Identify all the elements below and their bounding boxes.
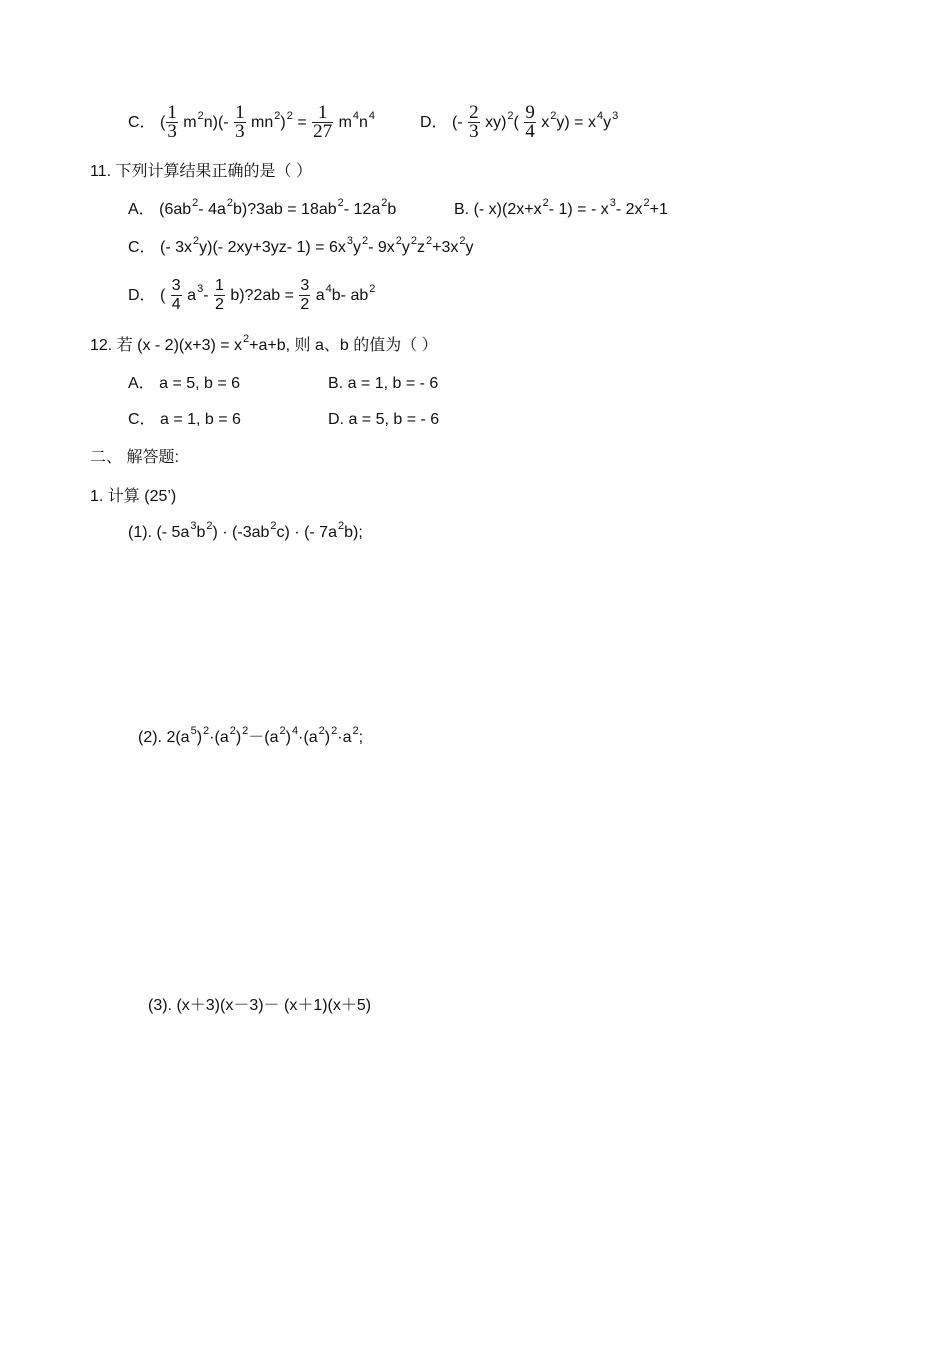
section-title: 二、 解答题:	[90, 449, 179, 466]
fraction: $\frac{9}{4}$	[525, 102, 535, 143]
calc-problem-2: (2). $2(a^5)^2\cdot(a^2)^2-(a^2)^4\cdot(a^2)^2\cdot a^2$;	[138, 725, 364, 746]
option-label: D．	[128, 287, 156, 304]
fraction: $\frac{3}{2}$	[300, 277, 310, 314]
fraction: $\frac{1}{2}$	[214, 277, 224, 314]
question-11-stem: 11. 下列计算结果正确的是（ ）	[90, 163, 312, 180]
fraction: $\frac{1}{27}$	[313, 102, 333, 143]
fraction: $\frac{3}{4}$	[171, 277, 181, 314]
q10-option-c: C． ( $\frac{1}{3}$ $m^2n)(-$ $\frac{1}{3}$ $mn^2)^2$ = $\frac{1}{27}$ $m^4n^4$	[128, 102, 376, 143]
q10-option-d: D． (- $\frac{2}{3}$ xy)$^2$( $\frac{9}{4}$ $x^2y) = x^4y^3$	[420, 102, 619, 143]
q12-option-b: B. a = 1, b = - 6	[328, 375, 439, 392]
q12-option-c: C． a = 1, b = 6	[128, 411, 241, 428]
option-label: C．	[128, 239, 156, 256]
calc-title: 1. 计算 (25’)	[90, 488, 177, 505]
calc-problem-1: (1). (- $5a^3b^2) \cdot (-3ab^2c)$ · (- $7a^2b$);	[128, 520, 363, 541]
q11-option-a: A． ($6ab^2-$ $4a^2b)?3ab = 18ab^2-$ $12a^2b$	[128, 197, 397, 218]
option-label: D．	[420, 114, 448, 131]
q12-option-d: D. a = 5, b = - 6	[328, 411, 440, 428]
option-label: A．	[128, 201, 155, 218]
calc-problem-3: (3). (x＋3)(x－3)－ (x＋1)(x＋5)	[148, 997, 372, 1014]
question-12-stem: 12. 若 $(x - 2)(x+3) = x^2+a+b$, 则 a、b 的值为（ ）	[90, 333, 438, 354]
q11-option-d: D． ( $\frac{3}{4}$ $a^3-$ $\frac{1}{2}$ b)?2ab = $\frac{3}{2}$ $a^4b-$ $ab^2$	[128, 277, 376, 314]
q11-option-b: B. (- $x)(2x+x^2-$ 1) = - $x^3-$ $2x^2+1$	[454, 197, 668, 218]
q12-option-a: A． a = 5, b = 6	[128, 375, 241, 392]
q11-option-c: C． (- $3x^2y)(-$ 2xy+3yz- $1) = 6x^3y^2-$ $9x^2y^2z^2+3x^2y$	[128, 235, 474, 256]
option-label: C．	[128, 114, 156, 131]
fraction: $\frac{2}{3}$	[469, 102, 479, 143]
option-label: B.	[454, 201, 470, 218]
fraction: $\frac{1}{3}$	[235, 102, 245, 143]
fraction: $\frac{1}{3}$	[167, 102, 177, 143]
